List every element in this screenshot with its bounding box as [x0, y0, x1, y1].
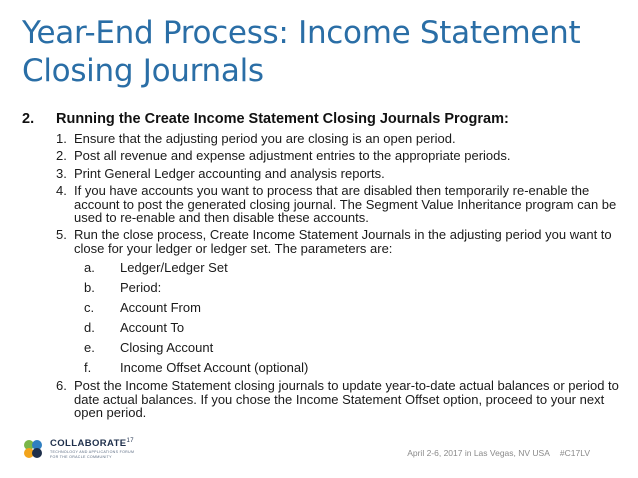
- parameter-item: [22, 300, 626, 315]
- step-item: [22, 132, 626, 145]
- slide-title: [22, 14, 622, 90]
- collaborate-logo: [22, 438, 134, 460]
- logo-word: COLLABORATE: [50, 438, 127, 450]
- step-number: 4.: [56, 183, 67, 199]
- parameter-letter: c.: [84, 300, 95, 316]
- collaborate-logo-icon: [22, 438, 44, 460]
- parameter-text: Account From: [120, 300, 201, 316]
- parameter-item: [22, 260, 626, 275]
- section-number: 2.: [22, 111, 35, 127]
- parameter-letter: b.: [84, 280, 95, 296]
- slide-body: [22, 110, 626, 419]
- step-text: Post all revenue and expense adjustment entries to the appropriate periods.: [74, 148, 511, 164]
- title-line-2: Closing Journals: [22, 53, 264, 89]
- step-text: Run the close process, Create Income Statement Journals in the adjusting period you want to close for your ledger or ledger set. The parameters are:: [74, 227, 612, 256]
- logo-tagline-2: FOR THE ORACLE COMMUNITY: [50, 454, 112, 459]
- logo-tagline-1: TECHNOLOGY AND APPLICATIONS FORUM: [50, 449, 135, 454]
- parameter-item: [22, 280, 626, 295]
- step-number: 3.: [56, 165, 67, 181]
- step-number: 5.: [56, 227, 67, 243]
- event-hashtag: #C17LV: [559, 448, 590, 458]
- step-item: [22, 167, 626, 180]
- parameter-letter: d.: [84, 320, 95, 336]
- section-heading: [22, 110, 626, 128]
- parameter-letter: f.: [84, 360, 92, 376]
- parameter-text: Account To: [120, 320, 185, 336]
- parameter-item: [22, 320, 626, 335]
- parameter-text: Period:: [120, 280, 162, 296]
- step-number: 1.: [56, 131, 67, 146]
- step-text: If you have accounts you want to process that are disabled then temporarily re-enable the account to post the generated closing journal. The Segment Value Inheritance program can be used to re-enable and then disable these accounts.: [74, 183, 617, 226]
- event-dates-location: April 2-6, 2017 in Las Vegas, NV USA: [407, 448, 550, 458]
- parameter-letter: e.: [84, 340, 95, 356]
- parameter-letter: a.: [84, 260, 95, 276]
- step-number: 6.: [56, 378, 67, 394]
- parameter-item: [22, 360, 626, 375]
- title-line-1: Year-End Process: Income Statement: [22, 15, 581, 51]
- parameter-text: Ledger/Ledger Set: [120, 260, 228, 276]
- parameter-text: Income Offset Account (optional): [120, 360, 309, 376]
- step-item: [22, 149, 626, 162]
- logo-year: 17: [126, 438, 135, 445]
- parameter-item: [22, 340, 626, 355]
- step-item: [22, 184, 626, 224]
- step-text: Ensure that the adjusting period you are closing is an open period.: [74, 131, 456, 146]
- step-item: [22, 228, 626, 255]
- step-text: Post the Income Statement closing journals to update year-to-date actual balances or period to date actual balances. If you chose the Income Statement Offset option, proceed to your next open period.: [74, 378, 619, 421]
- step-text: Print General Ledger accounting and analysis reports.: [74, 165, 385, 181]
- section-heading-text: Running the Create Income Statement Closing Journals Program:: [56, 111, 509, 127]
- step-number: 2.: [56, 148, 67, 164]
- footer-event-info: [407, 448, 590, 458]
- step-item: [22, 379, 626, 419]
- parameter-text: Closing Account: [120, 340, 214, 356]
